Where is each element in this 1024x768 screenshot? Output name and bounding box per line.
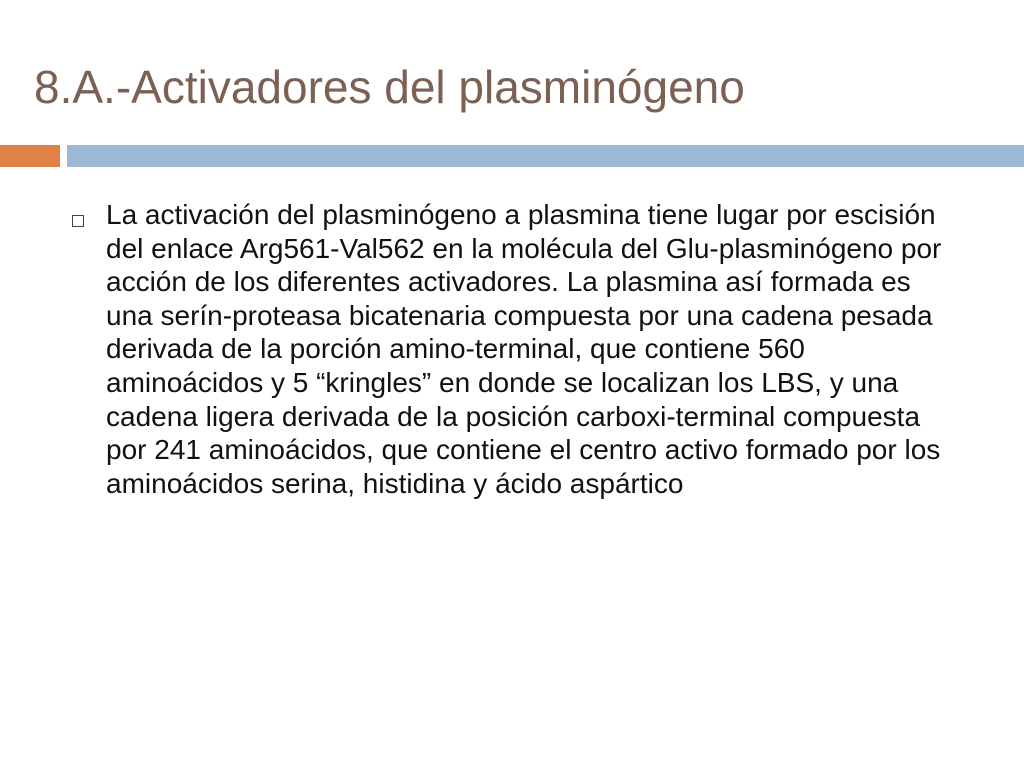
- square-bullet-icon: [72, 215, 84, 227]
- bullet-item: [72, 198, 952, 500]
- accent-bar-blue: [67, 145, 1024, 167]
- bullet-text: La activación del plasminógeno a plasmina tiene lugar por escisión del enlace Arg561-Val562 en la molécula del Glu-plasminógeno por acción de los diferentes activadores. La plasmina así formada es una serín-proteasa bicatenaria compuesta por una cadena pesada derivada de la porción amino-terminal, que contiene 560 aminoácidos y 5 “kringles” en donde se localizan los LBS, y una cadena ligera derivada de la posición carboxi-terminal compuesta por 241 aminoácidos, que contiene el centro activo formado por los aminoácidos serina, histidina y ácido aspártico: [106, 199, 942, 499]
- slide-title: 8.A.-Activadores del plasminógeno: [34, 61, 745, 113]
- slide-content: [72, 198, 952, 500]
- accent-bar-orange: [0, 145, 60, 167]
